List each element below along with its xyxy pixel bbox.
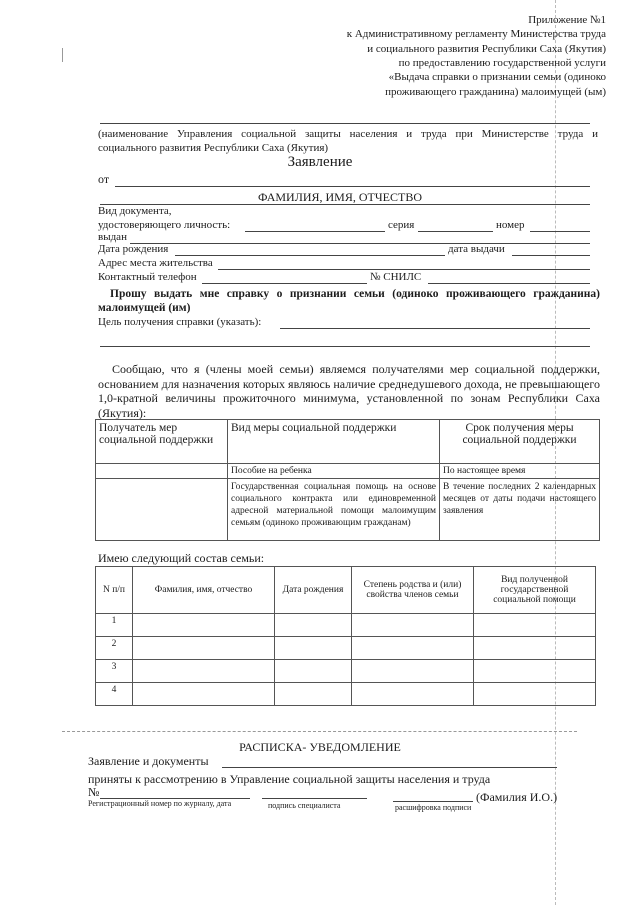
receipt-line-2: приняты к рассмотрению в Управление социальной защиты населения и труда — [88, 772, 491, 786]
address-line — [218, 269, 590, 270]
receipt-decode-line — [393, 801, 473, 802]
header-term: Срок получения меры социальной поддержки — [440, 420, 600, 464]
address-label: Адрес места жительства — [98, 257, 213, 269]
header-birth: Дата рождения — [275, 567, 352, 614]
receipt-no-label: № — [88, 785, 100, 799]
header-fio: Фамилия, имя, отчество — [133, 567, 275, 614]
doc-type-line — [245, 231, 385, 232]
number-line — [530, 231, 590, 232]
receipt-signature-name: (Фамилия И.О.) — [476, 790, 558, 804]
table-cell — [96, 464, 228, 479]
receipt-fill-1 — [222, 767, 557, 768]
family-table — [95, 566, 596, 706]
birth-date-line — [175, 255, 445, 256]
appendix-line: и социального развития Республики Саха (Якутия) — [367, 43, 606, 55]
appendix-line: Приложение №1 — [528, 14, 606, 26]
fio-line — [100, 204, 590, 205]
header-aid: Вид полученной государственной социальной помощи — [474, 567, 596, 614]
phone-line — [202, 283, 367, 284]
table-cell — [96, 479, 228, 541]
purpose-line — [280, 328, 590, 329]
purpose-line-2 — [100, 346, 590, 347]
appendix-line: «Выдача справки о признании семьи (одиноко — [388, 71, 606, 83]
appendix-line: по предоставлению государственной услуги — [398, 57, 606, 69]
caption-sign: подпись специалиста — [268, 801, 341, 810]
appendix-line: к Административному регламенту Министерства труда — [346, 28, 606, 40]
number-label: номер — [496, 219, 525, 231]
cut-line — [62, 731, 577, 732]
support-table — [95, 419, 600, 541]
header-measure: Вид меры социальной поддержки — [228, 420, 440, 464]
scan-mark — [62, 48, 63, 62]
caption-decode: расшифровка подписи — [395, 803, 472, 812]
birth-date-label: Дата рождения — [98, 243, 169, 255]
series-label: серия — [388, 219, 415, 231]
appendix-line: проживающего гражданина) малоимущей (ым) — [385, 86, 606, 98]
header-recipient: Получатель мер социальной поддержки — [96, 420, 228, 464]
issued-label: выдан — [98, 231, 127, 243]
purpose-label: Цель получения справки (указать): — [98, 316, 262, 328]
snils-line — [428, 283, 590, 284]
authority-line — [100, 123, 590, 124]
issue-date-label: дата выдачи — [448, 243, 505, 255]
from-line — [115, 186, 590, 187]
header-no: N п/п — [96, 567, 133, 614]
row-number: 2 — [96, 637, 133, 660]
doc-type-label-2: удостоверяющего личность: — [98, 219, 231, 231]
family-label: Имею следующий состав семьи: — [98, 551, 265, 565]
authority-caption: (наименование Управления социальной защиты населения и труда при Министерстве труда и социального развития Республики Саха (Якутия) — [98, 128, 598, 154]
row-number: 1 — [96, 614, 133, 637]
fio-caption: ФАМИЛИЯ, ИМЯ, ОТЧЕСТВО — [257, 190, 422, 204]
table-cell: Государственная социальная помощь на основе социального контракта или единовременной адресной материальной помощи малоимущим семьям (одиноко проживающим гражданам) — [228, 479, 440, 541]
from-label: от — [98, 172, 110, 186]
receipt-sign-line — [262, 798, 367, 799]
notice-text: Сообщаю, что я (члены моей семьи) являемся получателями мер социальной поддержки, основанием для назначения которых являюсь наличие среднедушевого дохода, не превышающего 1,0-кратной величины прожиточного минимума, установленной по зонам Республики Саха (Якутия): — [98, 362, 600, 420]
caption-reg: Регистрационный номер по журналу, дата — [88, 799, 232, 808]
header-relation: Степень родства и (или) свойства членов семьи — [352, 567, 474, 614]
snils-label: № СНИЛС — [370, 271, 422, 283]
page-title: Заявление — [287, 154, 353, 170]
receipt-line-1: Заявление и документы — [88, 754, 209, 768]
table-cell: По настоящее время — [440, 464, 600, 479]
table-cell: В течение последних 2 календарных месяцев от даты подачи настоящего заявления — [440, 479, 600, 541]
table-cell: Пособие на ребенка — [228, 464, 440, 479]
phone-label: Контактный телефон — [98, 271, 197, 283]
row-number: 4 — [96, 683, 133, 706]
doc-type-label: Вид документа, — [98, 205, 172, 217]
issued-line — [130, 243, 590, 244]
receipt-title: РАСПИСКА- УВЕДОМЛЕНИЕ — [239, 740, 401, 754]
request-text: Прошу выдать мне справку о признании семьи (одиноко проживающего гражданина) малоимущей (им) — [98, 288, 600, 314]
row-number: 3 — [96, 660, 133, 683]
issue-date-line — [512, 255, 590, 256]
series-line — [418, 231, 493, 232]
